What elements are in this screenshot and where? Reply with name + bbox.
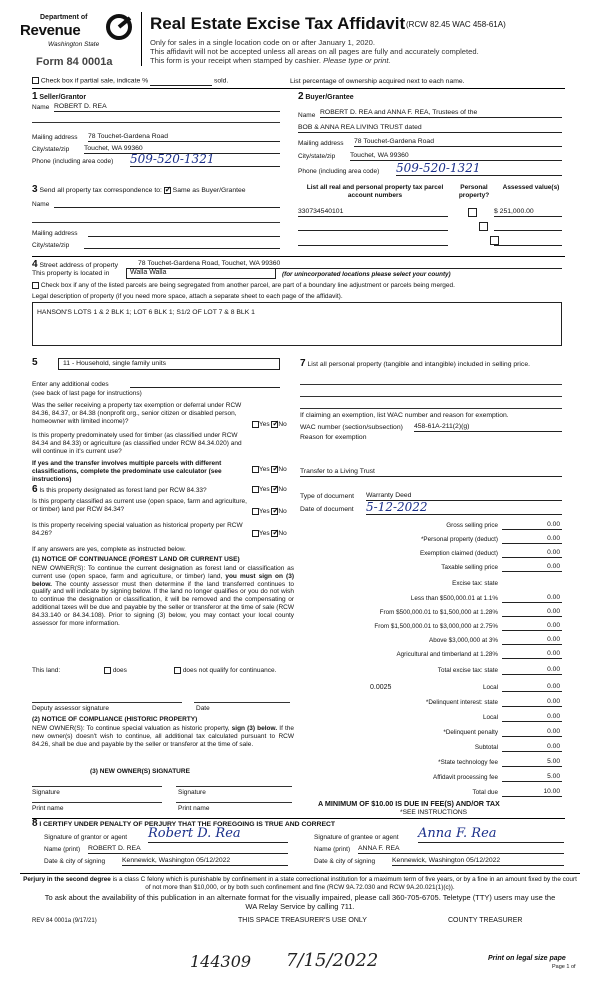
owner-print-label-2: Print name [178,805,210,812]
calc-row-local [300,683,562,694]
certify-text: I CERTIFY UNDER PENALTY OF PERJURY THAT THE FOREGOING IS TRUE AND CORRECT [39,821,336,828]
calc-value[interactable]: 0.00 [502,622,562,631]
personal-property-line-2 [300,396,562,397]
seller-phone-field[interactable]: 509-520-1321 [130,152,280,167]
historic-yes-label: Yes [259,530,270,538]
seller-city-label: City/state/zip [32,146,70,153]
grantee-signature-row [314,826,564,842]
minimum-due-note: A MINIMUM OF $10.00 IS DUE IN FEE(S) AND/OR TAX [318,799,500,808]
calc-label: From $1,500,000.01 to $3,000,000 at 2.75% [374,623,498,630]
grantor-signature-label: Signature of grantor or agent [44,834,128,841]
buyer-mailing-field[interactable]: 78 Touchet-Gardena Road [354,138,562,147]
calc-row-delinquent-local [300,713,562,724]
buyer-name-field-2[interactable]: BOB & ANNA REA LIVING TRUST dated [298,124,562,133]
calc-label: *State technology fee [438,759,498,766]
corr-mailing-field[interactable] [88,236,280,237]
divider-section4 [32,256,565,257]
corr-city-label: City/state/zip [32,242,70,249]
correspondence-num: 3 [32,184,38,195]
does-not-option [174,667,276,675]
seller-name-row [32,104,280,112]
corr-name-row [32,201,280,209]
buyer-phone-row [298,161,562,176]
calc-value[interactable]: 0.00 [502,743,562,752]
notice-continuance-title: (1) NOTICE OF CONTINUANCE (FOREST LAND OR CURRENT USE) [32,556,240,563]
buyer-phone-label: Phone (including area code) [298,168,380,175]
assessed-value-3[interactable] [494,238,562,246]
street-label: Street address of property [39,262,119,269]
historic-yes-no [252,530,287,538]
calc-label: Gross selling price [446,522,498,529]
grantor-signature-row [44,826,292,842]
sub-line3-a: This form is your receipt when stamped by cashier. [150,56,321,65]
seller-heading [32,91,86,103]
seller-name-field[interactable]: ROBERT D. REA [54,103,280,112]
see-back-note: (see back of last page for instructions) [32,390,142,397]
seller-mailing-label: Mailing address [32,134,78,141]
sub-line3-b: Please type or print. [323,56,391,65]
boundary-label: Check box if any of the listed parcels are being segregated from another parcel, are part of a boundary line adjustment or parcels being merged. [40,282,455,290]
grantor-name-row [44,846,292,854]
dor-swoosh-icon [106,12,132,42]
calc-label: Total excise tax: state [437,667,498,674]
calc-value[interactable]: 0.00 [502,698,562,707]
stamp-date: 7/15/2022 [286,950,379,971]
boundary-row [32,282,562,290]
calc-label: *Delinquent interest: state [425,699,498,706]
section7-num: 7 [300,358,306,369]
reason-label: Reason for exemption [300,434,367,441]
timber-yes-checkbox[interactable] [252,466,259,473]
forest-yes-checkbox[interactable] [252,486,259,493]
street-field[interactable]: 78 Touchet-Gardena Road, Touchet, WA 99360 [138,260,562,269]
corr-mailing-label: Mailing address [32,230,78,237]
notice-compliance-text-a: NEW OWNER(S): To continue special valuation as historic property, [32,725,232,732]
calc-label: Total due [472,789,498,796]
this-land-label: This land: [32,667,61,674]
wac-field[interactable]: 458-61A-211(2)(g) [414,423,562,432]
does-checkbox[interactable] [104,667,111,674]
exemption-yes-checkbox[interactable] [252,421,259,428]
calc-label: Agricultural and timberland at 1.28% [396,651,498,658]
seller-blank-line [32,122,280,123]
revision-number: REV 84 0001a (9/17/21) [32,918,97,924]
additional-codes-field[interactable] [130,387,280,388]
sub-line1: Only for sales in a single location code on or after January 1, 2020. [150,38,375,47]
county-treasurer-label: COUNTY TREASURER [448,917,523,924]
unincorporated-note: (for unincorporated locations please select your county) [282,271,451,278]
dept-line3: Washington State [48,41,100,48]
grantor-signature-field[interactable]: Robert D. Rea [148,826,288,843]
calc-value[interactable]: 0.00 [502,521,562,530]
current-use-no-checkbox[interactable] [271,508,278,515]
form-citation: (RCW 82.45 WAC 458-61A) [406,20,506,29]
see-instructions-note: *SEE INSTRUCTIONS [400,809,468,816]
calc-label: Local [482,714,498,721]
timber-question: Is this property predominately used for timber (as classified under RCW 84.34 and 84.33) or agriculture (as classified under RCW 84.34.020) and will continue in it's current use? [32,432,242,455]
personal-property-list [300,358,562,370]
historic-no-checkbox[interactable] [271,530,278,537]
sub-line3 [150,56,391,65]
calc-value[interactable]: 0.00 [502,666,562,675]
calc-value[interactable]: 0.00 [502,636,562,645]
timber-yes-no [252,466,287,474]
calc-row-tier3 [300,622,562,633]
buyer-name-label: Name [298,112,316,119]
calc-value[interactable]: 0.00 [502,608,562,617]
forest-land-question-text: Is this property designated as forest land per RCW 84.33? [39,487,207,494]
reason-field[interactable]: Transfer to a Living Trust [300,468,562,477]
grantor-date-label: Date & city of signing [44,858,106,865]
calc-value[interactable]: 0.00 [502,713,562,722]
if-yes-note: If any answers are yes, complete as instructed below. [32,546,186,553]
perjury-text: is a class C felony which is punishable by confinement in a state correctional institution for a maximum term of five years, or by a fine in an amount fixed by the court of not more than $10,000, or by both such confinement and fine (RCW 9A.72.030 and RCW 9A.20.021(1)(c)). [110,876,577,891]
historic-yes-checkbox[interactable] [252,530,259,537]
partial-sale-row [32,77,228,86]
calc-value[interactable]: 0.00 [502,594,562,603]
calc-value[interactable]: 0.00 [502,549,562,558]
grantee-signature-label: Signature of grantee or agent [314,834,399,841]
notice-continuance-text-b: you must sign on (3) below. [32,572,294,588]
exemption-yes-label: Yes [259,421,270,429]
section6-num: 6 [32,484,38,495]
owner-signature-line-2 [176,786,292,787]
does-option [104,667,127,675]
calc-value[interactable]: 0.00 [502,650,562,659]
street-row [32,259,562,271]
calc-label: Subtotal [474,744,498,751]
list-percentage-note: List percentage of ownership acquired next to each name. [290,78,465,85]
corr-mailing-row [32,230,280,238]
owner-signature-line-1 [32,786,162,787]
notice-compliance-text [32,725,294,748]
partial-sale-label: Check box if partial sale, indicate % [40,77,149,85]
additional-codes-row [32,381,280,389]
seller-phone-label: Phone (including area code) [32,158,114,165]
calc-label: Exemption claimed (deduct) [419,550,498,557]
dept-line2: Revenue [20,22,81,39]
notice-continuance-text [32,565,294,627]
personal-property-line-3 [300,408,562,409]
section8-num: 8 [32,818,38,829]
corr-city-field[interactable] [84,248,280,249]
grantor-name-label: Name (print) [44,846,81,853]
owner-print-line-2 [176,802,292,803]
calc-row-delinquent-state [300,698,562,709]
owner-print-line-1 [32,802,162,803]
does-not-checkbox[interactable] [174,667,181,674]
legal-size-note: Print on legal size pape [488,955,566,962]
current-use-yes-checkbox[interactable] [252,508,259,515]
partial-sale-sold: sold. [213,77,229,85]
parcel-number-3[interactable] [298,238,448,246]
buyer-heading [298,91,354,103]
boundary-checkbox[interactable] [32,282,39,289]
this-land-row [32,667,292,675]
forest-land-question [32,484,252,496]
calc-row-tier4 [300,636,562,647]
buyer-heading-label: Buyer/Grantee [305,94,354,101]
sub-line2: This affidavit will not be accepted unless all areas on all pages are fully and accurately completed. [150,47,479,56]
current-use-question: Is this property classified as current use (open space, farm and agriculture, or timber) land per RCW 84.34? [32,498,247,513]
calc-row-penalty [300,728,562,739]
corr-blank-line [32,222,280,223]
notice-compliance-title: (2) NOTICE OF COMPLIANCE (HISTORIC PROPERTY) [32,716,198,723]
calc-label: Taxable selling price [441,564,498,571]
calc-row-tier2 [300,608,562,619]
buyer-name-row [298,109,562,120]
seller-heading-label: Seller/Grantor [39,94,87,101]
grantee-signature-field[interactable]: Anna F. Rea [418,826,564,843]
divider-footer [20,873,580,874]
calc-label: Less than $500,000.01 at 1.1% [410,595,498,602]
deputy-date-line [194,702,290,703]
exemption-no-label: No [278,421,287,429]
dept-line1: Department of [40,14,88,21]
notice-continuance-text-c: The county assessor must then determine if the land transferred continues to qualify and will indicate by signing below. If the land no longer qualifies or you do not wish to continue the designation or classification, it will be removed and the compensating or additional taxes will be due and payable by the seller or transferor at the time of sale (RCW 84.33.140 or 84.34.108). Prior to signing (3) below, you may contact your local county assessor for more information. [32,580,294,627]
wac-row [300,424,562,432]
assessed-value-1[interactable]: $ 251,000.00 [494,208,562,217]
buyer-city-field[interactable]: Touchet, WA 99360 [350,152,562,161]
current-use-yes-label: Yes [259,508,270,516]
does-not-label: does not qualify for continuance. [182,667,277,675]
treasurer-use-label: THIS SPACE TREASURER'S USE ONLY [238,917,367,924]
personal-property-text: List all personal property (tangible and intangible) included in selling price. [307,361,530,368]
buyer-name-field-1[interactable]: ROBERT D. REA and ANNA F. REA, Trustees of the [320,109,562,118]
local-rate: 0.0025 [370,684,392,691]
seller-mailing-field[interactable]: 78 Touchet-Gardena Road [88,133,280,142]
buyer-heading-num: 2 [298,91,304,102]
corr-city-row [32,242,280,250]
header-divider [141,12,142,66]
legal-label: Legal description of property (if you need more space, attach a separate sheet to each page of the affidavit). [32,293,343,300]
calc-row-processing-fee [300,773,562,784]
grantee-date-label: Date & city of signing [314,858,376,865]
notice-compliance-text-b: sign (3) below. [231,725,278,732]
form-number: Form 84 0001a [36,56,113,68]
calc-row-tier1 [300,594,562,605]
exemption-yes-no [252,421,287,429]
calc-value[interactable]: 0.00 [502,728,562,737]
grantee-name-field[interactable]: ANNA F. REA [358,845,564,854]
calc-value[interactable]: 0.00 [502,683,562,692]
doc-type-field[interactable]: Warranty Deed [366,492,562,501]
deputy-date-label: Date [196,705,210,712]
calc-label: *Delinquent penalty [443,729,498,736]
grantor-name-field[interactable]: ROBERT D. REA [88,845,288,854]
exemption-question: Was the seller receiving a property tax exemption or deferral under RCW 84.36, 84.37, or 84.38 (nonprofit org., senior citizen or disabled person, homeowner with limited income)? [32,402,242,425]
same-as-buyer-checkbox[interactable] [164,187,171,194]
notice-compliance-text-c: If the new owner(s) doesn't wish to continue, all additional tax calculated pursuant to RCW 84.26, shall be due and payable by the seller or transferor at the time of sale. [32,725,295,748]
additional-codes-label: Enter any additional codes [32,381,109,388]
seller-name-label: Name [32,104,50,111]
calc-row-taxable [300,563,562,574]
historic-no-label: No [278,530,287,538]
corr-name-field[interactable] [54,207,280,208]
parcel-number-1[interactable]: 330734540101 [298,208,448,217]
assessed-value-col-header: Assessed value(s) [502,184,560,191]
timber-yes-label: Yes [259,466,270,474]
county-select[interactable]: Walla Walla [126,268,276,279]
forest-yes-no [252,486,287,494]
calc-value[interactable]: 5.00 [502,773,562,782]
buyer-city-label: City/state/zip [298,153,336,160]
deputy-signature-line [32,702,182,703]
calc-value[interactable]: 5.00 [502,758,562,767]
new-owner-signature-title: (3) NEW OWNER(S) SIGNATURE [90,768,190,775]
owner-print-label-1: Print name [32,805,64,812]
doc-date-field[interactable]: 5-12-2022 [366,500,562,515]
calc-label: Excise tax: state [452,580,498,587]
timber-no-checkbox[interactable] [271,466,278,473]
calc-label: Above $3,000,000 at 3% [429,637,498,644]
grantee-date-field[interactable]: Kennewick, Washington 05/12/2022 [392,857,564,866]
owner-signature-label-2: Signature [178,789,206,796]
dor-logo [18,12,136,54]
exemption-no-checkbox[interactable] [271,421,278,428]
calc-value[interactable]: 0.00 [502,535,562,544]
legal-description-field[interactable]: HANSON'S LOTS 1 & 2 BLK 1; LOT 6 BLK 1; S1/2 OF LOT 7 & 8 BLK 1 [32,302,562,346]
perjury-bold: Perjury in the second degree [23,876,111,883]
calc-row-subtotal [300,743,562,754]
same-as-buyer-label: Same as Buyer/Grantee [172,187,246,194]
grantee-name-row [314,846,564,854]
seller-city-field[interactable]: Touchet, WA 99360 [84,145,280,154]
seller-phone-row [32,152,280,166]
seller-heading-num: 1 [32,91,38,102]
correspondence-heading [32,184,292,196]
corr-name-label: Name [32,201,50,208]
timber-question-b: If yes and the transfer involves multiple parcels with different classifications, complete the predominate use calculator (see instructions) [32,460,222,483]
partial-sale-checkbox[interactable] [32,77,39,84]
located-label: This property is located in [32,270,110,277]
buyer-mailing-row [298,140,562,148]
buyer-mailing-label: Mailing address [298,140,344,147]
current-use-yes-no [252,508,287,516]
buyer-city-row [298,153,562,161]
forest-no-label: No [278,486,287,494]
calc-row-personal [300,535,562,546]
calc-row-exemption [300,549,562,560]
use-code-select[interactable]: 11 - Household, single family units [58,358,280,370]
timber-no-label: No [278,466,287,474]
parcel-col-header: List all real and personal property tax parcel account numbers [306,184,444,199]
divider-top [32,88,565,89]
calc-row-total-due [300,788,562,799]
notice-continuance-text-a: NEW OWNER(S): To continue the current designation as forest land or classification as current use (open space, farm and agriculture, or timber) land, [32,565,294,580]
deputy-signature-label: Deputy assessor signature [32,705,109,712]
stamp-number: 144309 [190,952,252,971]
calc-value[interactable]: 0.00 [502,563,562,572]
historic-question: Is this property receiving special valuation as historical property per RCW 84.26? [32,522,243,537]
grantee-date-row [314,858,564,866]
buyer-phone-field[interactable]: 509-520-1321 [396,161,562,176]
perjury-notice [20,876,580,891]
doc-date-row [300,500,562,514]
calc-label: From $500,000.01 to $1,500,000 at 1.28% [379,609,498,616]
owner-signature-label-1: Signature [32,789,60,796]
assessed-value-2[interactable] [494,223,562,231]
current-use-no-label: No [278,508,287,516]
calc-label: *Personal property (deduct) [420,536,498,543]
forest-yes-label: Yes [259,486,270,494]
personal-property-col-header: Personal property? [458,184,490,199]
page-number: Page 1 of [552,964,576,970]
doc-date-label: Date of document [300,506,354,513]
calc-label: Affidavit processing fee [433,774,498,781]
calc-value[interactable]: 10.00 [502,788,562,797]
personal-property-checkbox-2[interactable] [479,222,488,231]
calc-row-agricultural [300,650,562,661]
form-title: Real Estate Excise Tax Affidavit [150,14,406,33]
personal-property-checkbox-1[interactable] [468,208,477,217]
property-heading-num: 4 [32,259,38,270]
doc-type-label: Type of document [300,493,355,500]
calc-row-excise-heading [300,579,562,590]
grantor-date-row [44,858,292,866]
exemption-instruction: If claiming an exemption, list WAC number and reason for exemption. [300,412,509,419]
calc-row-gross [300,521,562,532]
availability-notice: To ask about the availability of this publication in an alternate format for the visually impaired, please call 360-705-6705. Teletype (TTY) users may use the WA Relay Service by calling 711. [44,893,556,911]
grantee-name-label: Name (print) [314,846,351,853]
correspondence-label: Send all property tax correspondence to: [39,187,162,194]
personal-property-line-1 [300,384,562,385]
forest-no-checkbox[interactable] [271,486,278,493]
calc-row-tech-fee [300,758,562,769]
does-label: does [112,667,127,675]
grantor-date-field[interactable]: Kennewick, Washington 05/12/2022 [122,857,288,866]
wac-label: WAC number (section/subsection) [300,424,403,431]
seller-mailing-row [32,134,280,142]
calc-label: Local [482,684,498,691]
parcel-number-2[interactable] [298,223,448,231]
partial-sale-percent-field[interactable] [150,77,212,86]
section5-num: 5 [32,357,38,368]
calc-row-total-state [300,666,562,677]
